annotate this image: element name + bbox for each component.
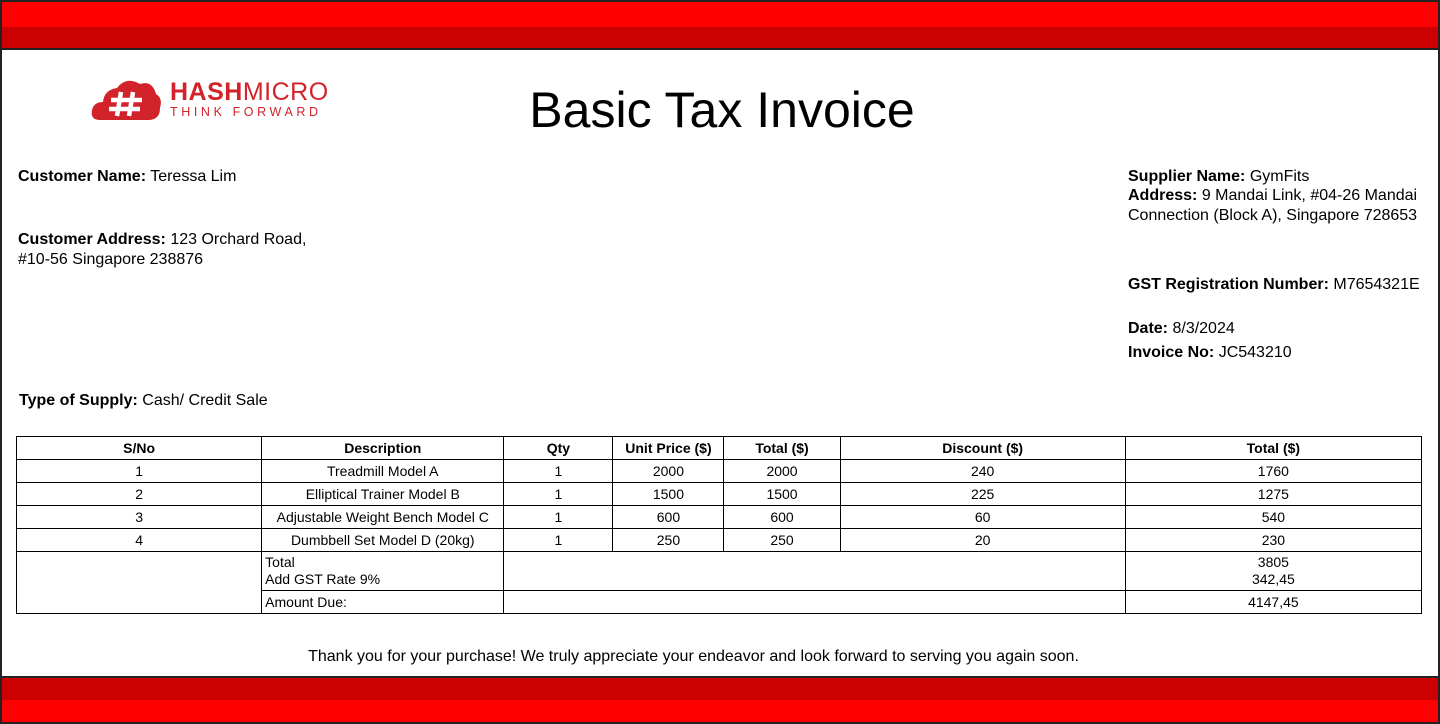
cell-sno: 1 (17, 460, 262, 483)
supplier-name: Supplier Name: GymFits (1128, 168, 1310, 185)
cell-net-total: 1760 (1125, 460, 1421, 483)
cell-sno: 4 (17, 529, 262, 552)
total-value: 3805 (1257, 554, 1289, 570)
table-row (17, 460, 1422, 483)
cell-discount: 225 (840, 483, 1125, 506)
table-row (17, 506, 1422, 529)
cell-description: Adjustable Weight Bench Model C (262, 506, 504, 529)
thank-you-note: Thank you for your purchase! We truly appreciate your endeavor and look forward to serving you again soon. (308, 648, 1079, 665)
cell-sno: 2 (17, 483, 262, 506)
cell-sno: 3 (17, 506, 262, 529)
cell-description: Dumbbell Set Model D (20kg) (262, 529, 504, 552)
col-header-discount: Discount ($) (840, 437, 1125, 460)
customer-name: Customer Name: Teressa Lim (18, 168, 237, 185)
total-label: Total (265, 554, 295, 570)
logo-tagline: THINK FORWARD (170, 105, 322, 119)
col-header-net-total: Total ($) (1125, 437, 1421, 460)
cell-net-total: 540 (1125, 506, 1421, 529)
cell-unit-price: 250 (613, 529, 724, 552)
table-row (17, 483, 1422, 506)
invoice-number: Invoice No: JC543210 (1128, 344, 1292, 361)
cell-total: 1500 (724, 483, 840, 506)
col-header-total: Total ($) (724, 437, 840, 460)
header-band (2, 2, 1438, 50)
subtotal-row (17, 552, 1422, 591)
invoice-date: Date: 8/3/2024 (1128, 320, 1235, 337)
gst-value: 342,45 (1251, 571, 1295, 587)
cell-unit-price: 600 (613, 506, 724, 529)
supplier-address: Address: 9 Mandai Link, #04-26 Mandai Connection (Block A), Singapore 728653 (1128, 187, 1418, 224)
cell-discount: 20 (840, 529, 1125, 552)
gst-rate-label: Add GST Rate 9% (265, 571, 381, 587)
cell-unit-price: 2000 (613, 460, 724, 483)
cell-total: 2000 (724, 460, 840, 483)
invoice-table (16, 436, 1422, 614)
cell-qty: 1 (504, 460, 613, 483)
subtotal-labels (262, 552, 504, 591)
cell-net-total: 1275 (1125, 483, 1421, 506)
summary-spacer-cell (504, 552, 1125, 591)
cell-qty: 1 (504, 506, 613, 529)
col-header-qty: Qty (504, 437, 613, 460)
subtotal-values (1125, 552, 1421, 591)
cell-description: Elliptical Trainer Model B (262, 483, 504, 506)
amount-due-label: Amount Due: (262, 591, 504, 614)
invoice-title: Basic Tax Invoice (529, 82, 915, 138)
footer-band (2, 676, 1438, 722)
cell-discount: 240 (840, 460, 1125, 483)
table-header-row (17, 437, 1422, 460)
table-row (17, 529, 1422, 552)
cell-net-total: 230 (1125, 529, 1421, 552)
cell-description: Treadmill Model A (262, 460, 504, 483)
cell-total: 250 (724, 529, 840, 552)
cell-total: 600 (724, 506, 840, 529)
col-header-sno: S/No (17, 437, 262, 460)
amount-due-spacer (504, 591, 1125, 614)
amount-due-value: 4147,45 (1125, 591, 1421, 614)
cell-qty: 1 (504, 529, 613, 552)
customer-address: Customer Address: 123 Orchard Road, #10-56 Singapore 238876 (18, 231, 307, 268)
logo-wordmark: HASHMICRO (170, 78, 329, 106)
cell-discount: 60 (840, 506, 1125, 529)
col-header-description: Description (262, 437, 504, 460)
gst-registration: GST Registration Number: M7654321E (1128, 276, 1420, 293)
footer-band-light (2, 700, 1438, 722)
header-band-dark (2, 27, 1438, 48)
cell-unit-price: 1500 (613, 483, 724, 506)
summary-blank-cell (17, 552, 262, 614)
header-band-light (2, 2, 1438, 27)
footer-band-dark (2, 678, 1438, 700)
supply-type: Type of Supply: Cash/ Credit Sale (19, 392, 268, 409)
cell-qty: 1 (504, 483, 613, 506)
col-header-unit-price: Unit Price ($) (613, 437, 724, 460)
